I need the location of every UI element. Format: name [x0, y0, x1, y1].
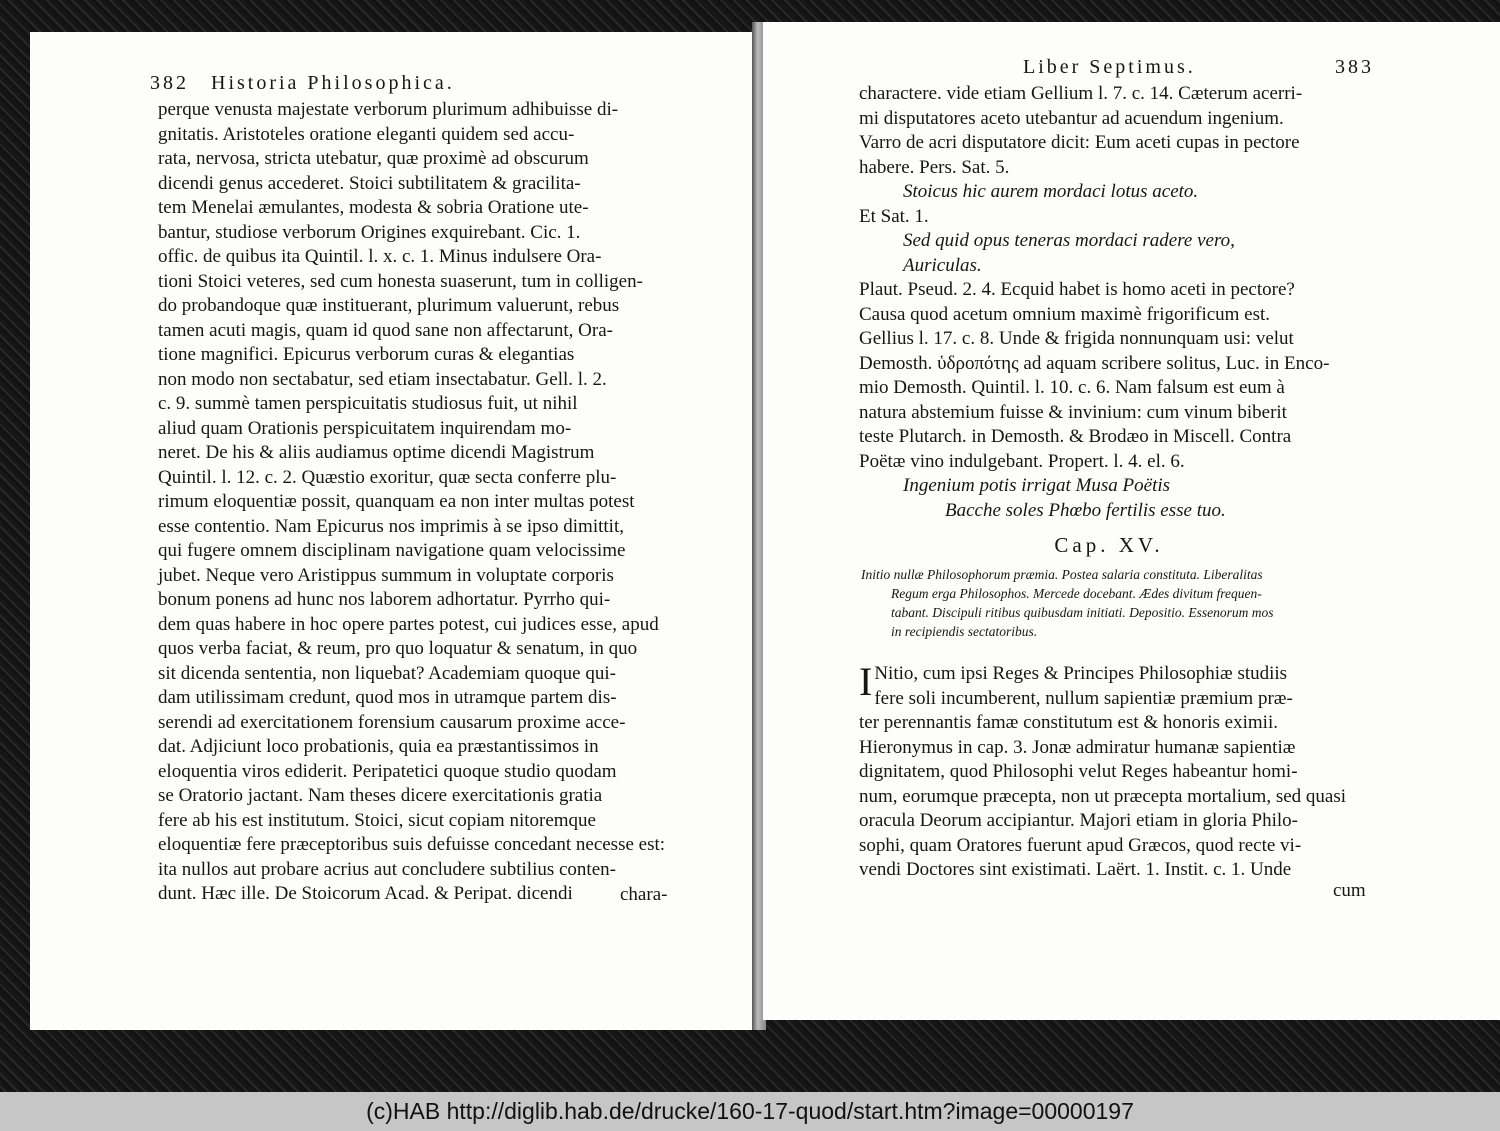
text-line: Auriculas. — [903, 254, 982, 276]
text-line: habere. Pers. Sat. 5. — [859, 156, 1010, 178]
text-line: Regum erga Philosophos. Mercede docebant. Ædes divitum frequen- — [891, 586, 1262, 601]
text-line: Nitio, cum ipsi Reges & Principes Philosophiæ studiis — [874, 663, 1288, 684]
right-running-head: Liber Septimus. — [1023, 56, 1196, 78]
chapter-summary — [861, 565, 1371, 641]
text-line: teste Plutarch. in Demosth. & Brodæo in Miscell. Contra — [859, 426, 1292, 447]
text-line: num, eorumque præcepta, non ut præcepta mortalium, sed quasi — [859, 785, 1347, 807]
text-line: esse contentio. Nam Epicurus nos imprimis à se ipso dimittit, — [158, 515, 624, 537]
left-catchword: chara- — [620, 884, 668, 905]
source-footer: (c)HAB http://diglib.hab.de/drucke/160-17-quod/start.htm?image=00000197 — [0, 1092, 1500, 1131]
drop-cap: I — [859, 659, 873, 704]
text-line: mi disputatores aceto utebantur ad acuendum ingenium. — [859, 107, 1284, 129]
text-line: do probandoque quæ instituerant, plurimum valuerunt, rebus — [158, 295, 620, 316]
text-line: dem quas habere in hoc opere partes potest, cui judices esse, apud — [158, 613, 659, 635]
text-line: neret. De his & aliis audiamus optime dicendi Magistrum — [158, 442, 595, 463]
text-line: non modo non sectabatur, sed etiam insectabatur. Gell. l. 2. — [158, 368, 607, 390]
text-line: se Oratorio jactant. Nam theses dicere exercitationis gratia — [158, 785, 603, 806]
text-line: qui fugere omnem disciplinam navigatione quam velocissime — [158, 540, 626, 561]
text-line: dunt. Hæc ille. De Stoicorum Acad. & Peripat. dicendi — [158, 883, 573, 904]
text-line: serendi ad exercitationem forensium causarum proxime acce- — [158, 711, 626, 733]
right-text-top — [859, 82, 1399, 523]
text-line: in recipiendis sectatoribus. — [891, 624, 1038, 639]
text-line: Gellius l. 17. c. 8. Unde & frigida nonnunquam usi: velut — [859, 328, 1294, 349]
chapter-heading: Cap. XV. — [1054, 533, 1164, 557]
text-line: Et Sat. 1. — [859, 205, 929, 227]
text-line: Sed quid opus teneras mordaci radere vero, — [903, 230, 1235, 251]
text-line: offic. de quibus ita Quintil. l. x. c. 1. Minus indulsere Ora- — [158, 246, 602, 267]
right-text-body — [859, 659, 1399, 883]
text-line: aliud quam Orationis perspicuitatem inquirendam mo- — [158, 417, 572, 439]
left-text-block — [158, 98, 698, 907]
text-line: eloquentia viros ediderit. Peripatetici quoque studio quodam — [158, 760, 617, 782]
text-line: jubet. Neque vero Aristippus summum in voluptate corporis — [158, 564, 614, 586]
text-line: tione magnifici. Epicurus verborum curas & elegantias — [158, 344, 575, 365]
text-line: dam utilissimam credunt, quod mos in utramque partem dis- — [158, 687, 617, 708]
text-line: Bacche soles Phœbo fertilis esse tuo. — [945, 499, 1226, 521]
text-line: Demosth. ὑδροπότης ad aquam scribere solitus, Luc. in Enco- — [859, 352, 1330, 374]
left-page — [30, 32, 752, 1030]
right-page — [763, 22, 1500, 1020]
text-line: quos verba faciat, & reum, pro quo loquatur & senatum, in quo — [158, 638, 638, 659]
left-running-head: Historia Philosophica. — [211, 72, 455, 94]
text-line: Initio nullæ Philosophorum præmia. Postea salaria constituta. Liberalitas — [861, 567, 1263, 582]
text-line: charactere. vide etiam Gellium l. 7. c. 14. Cæterum acerri- — [859, 83, 1303, 104]
text-line: tabant. Discipuli ritibus quibusdam initiati. Depositio. Essenorum mos — [891, 605, 1274, 620]
text-line: perque venusta majestate verborum plurimum adhibuisse di- — [158, 99, 619, 120]
text-line: oracula Deorum accipiantur. Majori etiam in gloria Philo- — [859, 810, 1298, 831]
text-line: mio Demosth. Quintil. l. 10. c. 6. Nam falsum est eum à — [859, 377, 1285, 398]
text-line: dignitatem, quod Philosophi velut Reges habeantur homi- — [859, 761, 1298, 782]
text-line: ita nullos aut probare acrius aut concludere subtilius conten- — [158, 858, 616, 880]
text-line: dat. Adjiciunt loco probationis, quia ea præstantissimos in — [158, 736, 599, 757]
text-line: gnitatis. Aristoteles oratione eleganti quidem sed accu- — [158, 123, 575, 145]
text-line: tem Menelai æmulantes, modesta & sobria Oratione ute- — [158, 197, 589, 218]
left-page-number: 382 — [150, 72, 189, 94]
text-line: c. 9. summè tamen perspicuitatis studiosus fuit, ut nihil — [158, 393, 578, 414]
text-line: bantur, studiose verborum Origines exquirebant. Cic. 1. — [158, 221, 581, 243]
text-line: sophi, quam Oratores fuerunt apud Græcos, quod recte vi- — [859, 834, 1302, 856]
right-catchword: cum — [1333, 880, 1366, 901]
text-line: bonum ponens ad hunc nos laborem adhortatur. Pyrrho qui- — [158, 589, 611, 610]
left-running-header — [150, 72, 455, 95]
text-line: natura abstemium fuisse & invinium: cum vinum biberit — [859, 401, 1287, 423]
text-line: fere soli incumberent, nullum sapientiæ præmium præ- — [874, 687, 1293, 709]
right-page-number: 383 — [1335, 56, 1374, 78]
text-line: Varro de acri disputatore dicit: Eum aceti cupas in pectore — [859, 132, 1300, 153]
text-line: dicendi genus accederet. Stoici subtilitatem & gracilita- — [158, 172, 581, 194]
text-line: ter perennantis famæ constitutum est & honoris eximii. — [859, 712, 1278, 733]
text-line: tioni Stoici veteres, sed cum honesta suaserunt, tum in colligen- — [158, 270, 643, 292]
text-line: rata, nervosa, stricta utebatur, quæ proximè ad obscurum — [158, 148, 589, 169]
text-line: Hieronymus in cap. 3. Jonæ admiratur humanæ sapientiæ — [859, 736, 1296, 758]
text-line: Poëtæ vino indulgebant. Propert. l. 4. el. 6. — [859, 450, 1185, 472]
right-body-lines — [859, 711, 1399, 883]
text-line: Stoicus hic aurem mordaci lotus aceto. — [903, 181, 1199, 202]
text-line: fere ab his est institutum. Stoici, sicut copiam nitoremque — [158, 809, 596, 831]
text-line: Ingenium potis irrigat Musa Poëtis — [903, 475, 1171, 496]
text-line: vendi Doctores sint existimati. Laërt. 1. Instit. c. 1. Unde — [859, 859, 1292, 880]
text-line: Plaut. Pseud. 2. 4. Ecquid habet is homo aceti in pectore? — [859, 279, 1295, 300]
text-line: rimum eloquentiæ possit, quanquam ea non inter multas potest — [158, 491, 635, 512]
text-line: tamen acuti magis, quam id quod sane non affectarunt, Ora- — [158, 319, 613, 341]
text-line: sit dicenda sententia, non liquebat? Academiam quoque qui- — [158, 662, 616, 684]
text-line: eloquentiæ fere præceptoribus suis defuisse concedant necesse est: — [158, 834, 666, 855]
text-line: Causa quod acetum omnium maximè frigorificum est. — [859, 303, 1271, 325]
text-line: Quintil. l. 12. c. 2. Quæstio exoritur, quæ secta conferre plu- — [158, 466, 617, 488]
